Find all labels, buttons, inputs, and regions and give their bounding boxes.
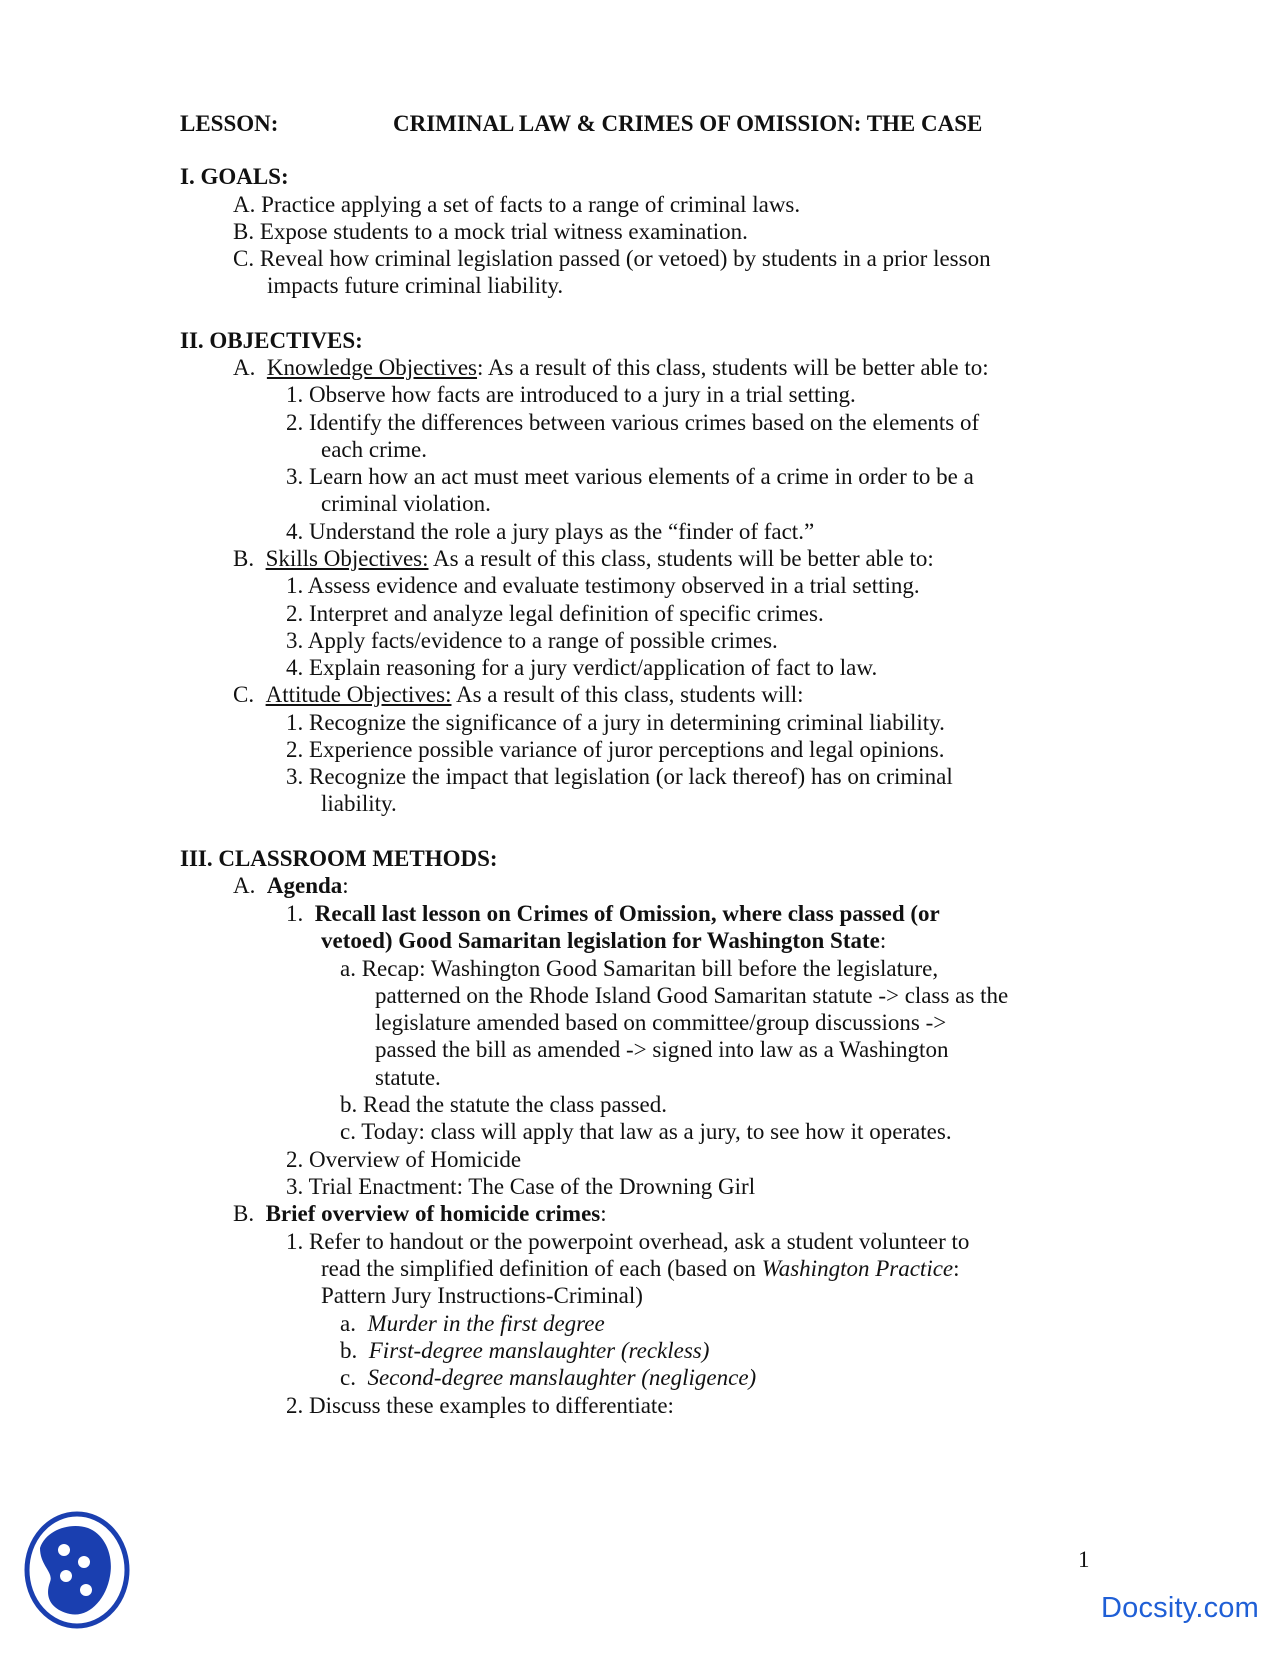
overview-item-1-cont-2: Pattern Jury Instructions-Criminal)	[321, 1283, 643, 1308]
skills-label: Skills Objectives:	[265, 546, 429, 571]
agenda-item-1-text: Recall last lesson on Crimes of Omission, where class passed (or	[314, 901, 940, 926]
objectives-heading: II. OBJECTIVES:	[180, 328, 363, 353]
knowledge-item-2-cont: each crime.	[321, 437, 427, 462]
agenda-item-1-text-cont: vetoed) Good Samaritan legislation for Washington State	[321, 928, 880, 953]
knowledge-objectives	[233, 354, 989, 382]
skills-rest: As a result of this class, students will be better able to:	[428, 546, 934, 571]
goal-a: A. Practice applying a set of facts to a range of criminal laws.	[233, 192, 801, 217]
agenda-sub-c: c. Today: class will apply that law as a jury, to see how it operates.	[340, 1119, 952, 1144]
agenda-item-3: 3. Trial Enactment: The Case of the Drowning Girl	[286, 1174, 756, 1199]
knowledge-item-3-cont: criminal violation.	[321, 491, 491, 516]
agenda-sub-a-cont-3: passed the bill as amended -> signed into law as a Washington	[375, 1037, 949, 1062]
overview-item-1-colon: :	[953, 1256, 960, 1281]
agenda-sub-a-cont-2: legislature amended based on committee/group discussions ->	[375, 1010, 947, 1035]
methods-heading: III. CLASSROOM METHODS:	[180, 846, 498, 871]
agenda-sub-b: b. Read the statute the class passed.	[340, 1092, 668, 1117]
skills-item-1: 1. Assess evidence and evaluate testimony observed in a trial setting.	[286, 573, 920, 598]
attitude-item-1: 1. Recognize the significance of a jury in determining criminal liability.	[286, 710, 945, 735]
agenda-item-1-cont	[321, 927, 886, 955]
overview-sub-a-text: Murder in the first degree	[367, 1311, 605, 1336]
overview-item-2: 2. Discuss these examples to differentiate:	[286, 1393, 674, 1418]
attitude-item-3: 3. Recognize the impact that legislation (or lack thereof) has on criminal	[286, 764, 953, 789]
agenda-heading	[233, 872, 349, 900]
overview-sub-c	[340, 1364, 756, 1392]
knowledge-item-1: 1. Observe how facts are introduced to a jury in a trial setting.	[286, 382, 856, 407]
lesson-label: LESSON:	[180, 111, 279, 136]
overview-item-1: 1. Refer to handout or the powerpoint overhead, ask a student volunteer to	[286, 1229, 970, 1254]
logo-dot-4	[80, 1584, 92, 1596]
overview-item-1-text: read the simplified definition of each (based on	[321, 1256, 762, 1281]
skills-item-4: 4. Explain reasoning for a jury verdict/application of fact to law.	[286, 655, 878, 680]
skills-objectives	[233, 545, 934, 573]
agenda-colon: :	[342, 873, 349, 898]
attitude-item-3-cont: liability.	[321, 791, 397, 816]
logo-dot-1	[58, 1544, 70, 1556]
overview-colon: :	[600, 1201, 607, 1226]
overview-sub-a-letter: a.	[340, 1311, 356, 1336]
overview-sub-c-letter: c.	[340, 1365, 356, 1390]
agenda-item-1	[286, 900, 940, 928]
knowledge-rest: : As a result of this class, students will be better able to:	[477, 355, 989, 380]
attitude-rest: As a result of this class, students will:	[451, 682, 804, 707]
knowledge-label: Knowledge Objectives	[266, 355, 478, 380]
agenda-sub-a: a. Recap: Washington Good Samaritan bill before the legislature,	[340, 956, 939, 981]
overview-sub-a	[340, 1310, 605, 1338]
skills-item-3: 3. Apply facts/evidence to a range of possible crimes.	[286, 628, 778, 653]
overview-label: Brief overview of homicide crimes	[265, 1201, 601, 1226]
goal-c: C. Reveal how criminal legislation passed (or vetoed) by students in a prior lesson	[233, 246, 991, 271]
agenda-sub-a-cont-1: patterned on the Rhode Island Good Samaritan statute -> class as the	[375, 983, 1009, 1008]
overview-item-1-source: Washington Practice	[761, 1256, 954, 1281]
overview-sub-b-text: First-degree manslaughter (reckless)	[368, 1338, 710, 1363]
goal-c-cont: impacts future criminal liability.	[267, 273, 564, 298]
knowledge-prefix: A.	[233, 355, 256, 380]
overview-sub-b	[340, 1337, 709, 1365]
agenda-sub-a-cont-4: statute.	[375, 1065, 441, 1090]
attitude-prefix: C.	[233, 682, 255, 707]
knowledge-item-2: 2. Identify the differences between various crimes based on the elements of	[286, 410, 980, 435]
agenda-prefix: A.	[233, 873, 256, 898]
goal-b: B. Expose students to a mock trial witness examination.	[233, 219, 748, 244]
skills-item-2: 2. Interpret and analyze legal definition of specific crimes.	[286, 601, 824, 626]
attitude-label: Attitude Objectives:	[265, 682, 452, 707]
docsity-brand-link[interactable]: Docsity.com	[1101, 1592, 1259, 1624]
agenda-label: Agenda	[266, 873, 343, 898]
skills-prefix: B.	[233, 546, 255, 571]
overview-sub-b-letter: b.	[340, 1338, 358, 1363]
overview-heading	[233, 1200, 607, 1228]
overview-prefix: B.	[233, 1201, 255, 1226]
page-number: 1	[1078, 1547, 1090, 1572]
logo-dot-3	[60, 1570, 72, 1582]
knowledge-item-4: 4. Understand the role a jury plays as the “finder of fact.”	[286, 519, 815, 544]
agenda-item-1-num: 1.	[286, 901, 304, 926]
agenda-item-2: 2. Overview of Homicide	[286, 1147, 522, 1172]
knowledge-item-3: 3. Learn how an act must meet various elements of a crime in order to be a	[286, 464, 974, 489]
overview-item-1-cont	[321, 1255, 960, 1283]
goals-heading: I. GOALS:	[180, 164, 289, 189]
attitude-objectives	[233, 681, 804, 709]
attitude-item-2: 2. Experience possible variance of juror perceptions and legal opinions.	[286, 737, 945, 762]
overview-sub-c-text: Second-degree manslaughter (negligence)	[367, 1365, 757, 1390]
docsity-logo-icon[interactable]	[22, 1510, 132, 1630]
agenda-item-1-colon: :	[879, 928, 887, 953]
logo-dot-2	[78, 1556, 90, 1568]
lesson-title: CRIMINAL LAW & CRIMES OF OMISSION: THE CASE	[393, 111, 983, 136]
